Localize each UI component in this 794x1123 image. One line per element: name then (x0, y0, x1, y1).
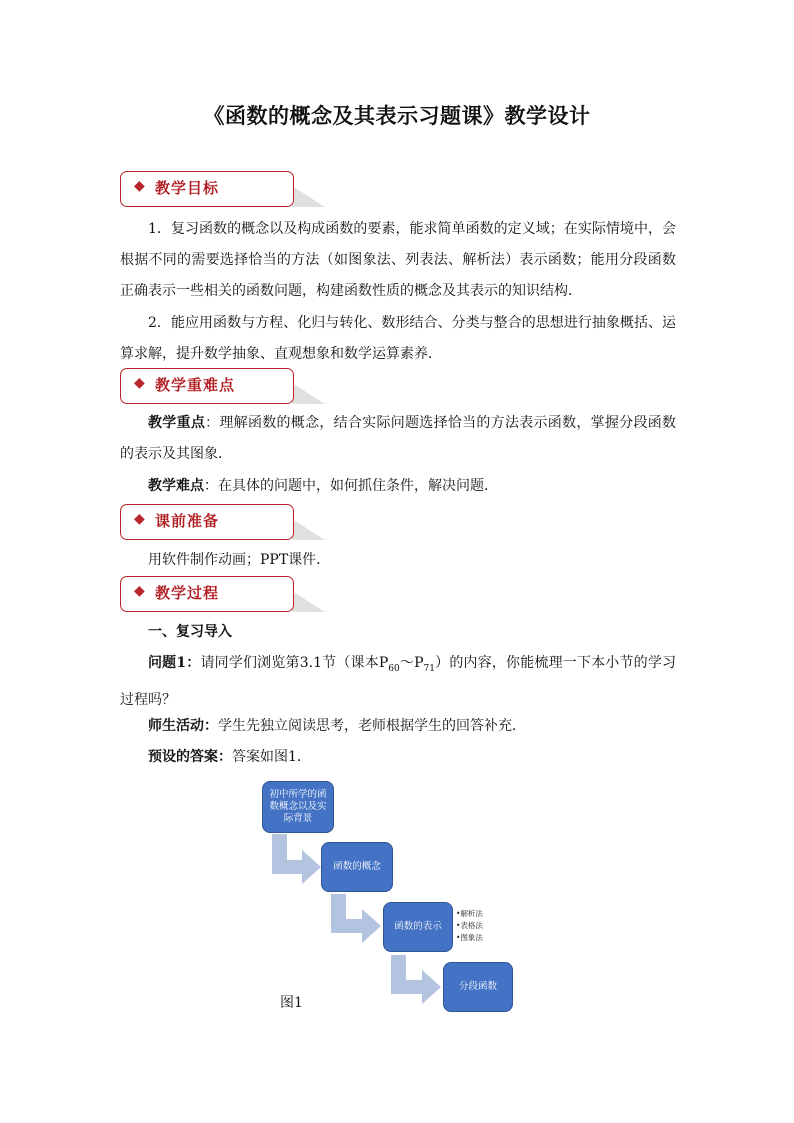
question-1-paragraph: 问题1：请同学们浏览第3.1节（课本$P_{60}\sim P_{71}$）的内容，你能梳理一下本小节的学习过程吗？ (120, 655, 677, 708)
diagram-node-junior-function-concept: 初中所学的函数概念以及实际背景 (262, 781, 334, 833)
diamond-icon: ◆ (134, 583, 145, 599)
page-title: 《函数的概念及其表示习题课》教学设计 (203, 103, 591, 128)
section-header-preparation: ◆ 课前准备 (120, 504, 325, 540)
diamond-icon: ◆ (134, 375, 145, 391)
list-item: • 表格法 (456, 920, 483, 932)
difficulty-paragraph: 教学难点：在具体的问题中，如何抓住条件，解决问题． (148, 478, 498, 494)
list-item: • 图象法 (456, 932, 483, 944)
representation-methods-list (456, 908, 483, 944)
section-header-teaching-goals: ◆ 教学目标 (120, 171, 325, 207)
bent-arrow-2 (331, 894, 381, 943)
focus-paragraph: 教学重点：理解函数的概念，结合实际问题选择恰当的方法表示函数，掌握分段函数的表示及其图象． (120, 415, 677, 462)
diamond-icon: ◆ (134, 178, 145, 194)
goal-paragraph-2: 2．能应用函数与方程、化归与转化、数形结合、分类与整合的思想进行抽象概括、运算求解，提升数学抽象、直观想象和数学运算素养． (120, 315, 676, 362)
activity-paragraph: 师生活动：学生先独立阅读思考，老师根据学生的回答补充． (148, 718, 526, 734)
diamond-icon: ◆ (134, 511, 145, 527)
bent-arrow-3 (391, 955, 441, 1004)
bent-arrow-1 (272, 834, 321, 884)
diagram-node-piecewise-function: 分段函数 (443, 962, 513, 1012)
goal-paragraph-1: 1．复习函数的概念以及构成函数的要素，能求简单函数的定义域；在实际情境中，会根据不同的需要选择恰当的方法（如图象法、列表法、解析法）表示函数；能用分段函数正确表示一些相关的函数问题，构建函数性质的概念及其表示的知识结构． (120, 221, 676, 299)
diagram-node-function-concept: 函数的概念 (321, 842, 393, 892)
section-header-teaching-process: ◆ 教学过程 (120, 576, 325, 612)
review-heading: 一、复习导入 (148, 624, 232, 640)
preparation-paragraph: 用软件制作动画；PPT课件． (148, 552, 331, 568)
diagram-node-function-representation: 函数的表示 (383, 902, 453, 952)
figure-caption: 图1 (280, 995, 303, 1011)
list-item: • 解析法 (456, 908, 483, 920)
answer-paragraph: 预设的答案：答案如图1． (148, 749, 311, 765)
section-header-key-points: ◆ 教学重难点 (120, 368, 325, 404)
